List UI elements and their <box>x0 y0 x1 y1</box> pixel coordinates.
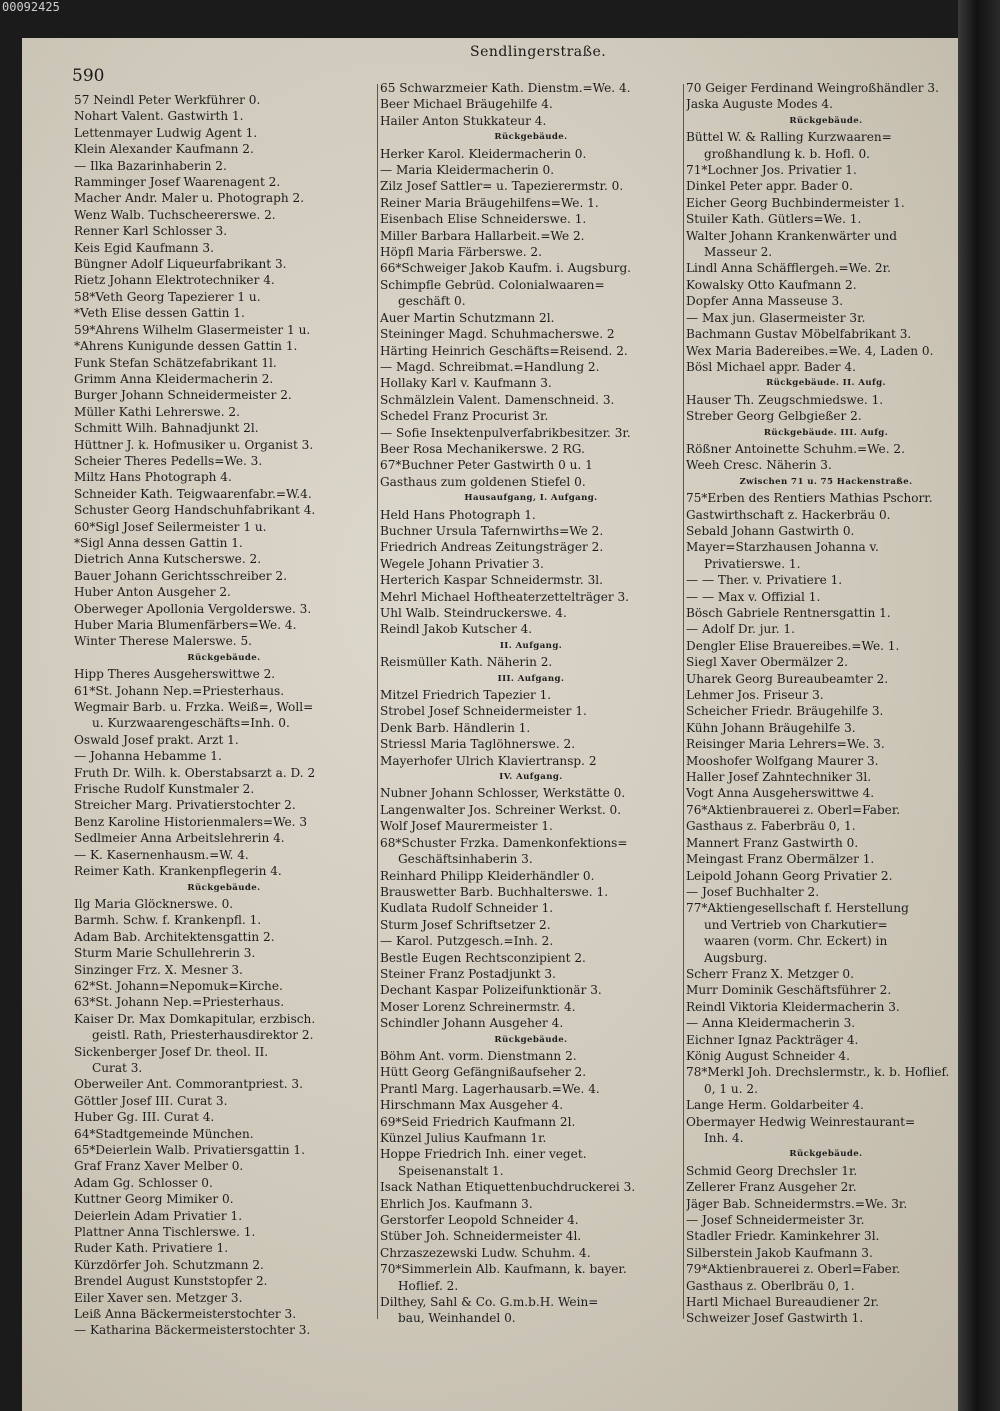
directory-entry: Mayer=Starzhausen Johanna v. <box>686 540 879 555</box>
directory-entry: Kudlata Rudolf Schneider 1. <box>380 901 554 916</box>
section-heading: Rückgebäude. II. Aufg. <box>766 378 886 389</box>
directory-entry: Bachmann Gustav Möbelfabrikant 3. <box>686 327 912 342</box>
section-heading: Rückgebäude. <box>187 882 261 893</box>
directory-entry: Murr Dominik Geschäftsführer 2. <box>686 983 892 998</box>
directory-entry: Dechant Kaspar Polizeifunktionär 3. <box>380 983 602 998</box>
directory-entry-continuation: waaren (vorm. Chr. Eckert) in <box>704 934 888 949</box>
directory-entry: Reindl Jakob Kutscher 4. <box>380 622 533 637</box>
directory-entry: Macher Andr. Maler u. Photograph 2. <box>74 191 305 206</box>
directory-entry: Müller Kathi Lehrerswe. 2. <box>74 404 240 419</box>
directory-entry: 70*Simmerlein Alb. Kaufmann, k. bayer. <box>380 1262 627 1277</box>
directory-entry: 62*St. Johann=Nepomuk=Kirche. <box>74 978 283 993</box>
directory-entry: Dengler Elise Brauereibes.=We. 1. <box>686 638 900 653</box>
directory-entry: 61*St. Johann Nep.=Priesterhaus. <box>74 683 285 698</box>
directory-entry: 59*Ahrens Wilhelm Glasermeister 1 u. <box>74 322 311 337</box>
directory-entry: König August Schneider 4. <box>686 1048 850 1063</box>
directory-entry: Grimm Anna Kleidermacherin 2. <box>74 371 274 386</box>
directory-entry: Steininger Magd. Schuhmacherswe. 2 <box>380 327 615 342</box>
directory-entry: Langenwalter Jos. Schreiner Werkst. 0. <box>380 802 622 817</box>
directory-entry: Wegele Johann Privatier 3. <box>380 556 544 571</box>
directory-entry: Striessl Maria Taglöhnerswe. 2. <box>380 737 576 752</box>
directory-entry: Sinzinger Frz. X. Mesner 3. <box>74 962 243 977</box>
directory-entry: Gasthaus zum goldenen Stiefel 0. <box>380 474 586 489</box>
directory-entry: Adam Bab. Architektensgattin 2. <box>74 929 275 944</box>
directory-entry: Uhl Walb. Steindruckerswe. 4. <box>380 606 567 620</box>
directory-entry: Eisenbach Elise Schneiderswe. 1. <box>380 212 587 227</box>
directory-entry: 60*Sigl Josef Seilermeister 1 u. <box>74 519 267 534</box>
directory-entry: Chrzaszezewski Ludw. Schuhm. 4. <box>380 1245 591 1260</box>
directory-entry: Kaiser Dr. Max Domkapitular, erzbisch. <box>74 1011 316 1026</box>
directory-entry: Haller Josef Zahntechniker 3l. <box>686 770 872 785</box>
directory-entry: Adam Gg. Schlosser 0. <box>74 1175 213 1190</box>
directory-entry: Bestle Eugen Rechtsconzipient 2. <box>380 950 586 965</box>
directory-entry: 64*Stadtgemeinde München. <box>74 1126 254 1141</box>
directory-entry: Eiler Xaver sen. Metzger 3. <box>74 1290 243 1305</box>
directory-entry: 78*Merkl Joh. Drechslermstr., k. b. Hoflief. <box>686 1065 950 1080</box>
directory-entry: — Josef Buchhalter 2. <box>686 884 820 899</box>
section-heading: Rückgebäude. <box>494 1034 568 1045</box>
page-number: 590 <box>72 66 105 86</box>
directory-entry: Höpfl Maria Färberswe. 2. <box>380 245 542 260</box>
directory-entry: Sturm Josef Schriftsetzer 2. <box>380 917 551 932</box>
directory-entry: Mannert Franz Gastwirth 0. <box>686 835 859 850</box>
directory-entry: — Johanna Hebamme 1. <box>74 749 222 764</box>
directory-entry: Reisinger Maria Lehrers=We. 3. <box>686 737 885 752</box>
directory-entry: 66*Schweiger Jakob Kaufm. i. Augsburg. <box>380 261 632 276</box>
directory-entry: Nohart Valent. Gastwirth 1. <box>74 109 244 124</box>
directory-entry: Dietrich Anna Kutscherswe. 2. <box>74 552 262 567</box>
directory-entry: Siegl Xaver Obermälzer 2. <box>686 655 849 670</box>
section-heading: II. Aufgang. <box>499 640 563 651</box>
directory-entry: Beer Rosa Mechanikerswe. 2 RG. <box>380 441 585 456</box>
directory-entry: Reinhard Philipp Kleiderhändler 0. <box>380 868 595 883</box>
directory-entry: Reimer Kath. Krankenpflegerin 4. <box>74 864 282 879</box>
directory-entry: 58*Veth Georg Tapezierer 1 u. <box>74 289 261 304</box>
directory-entry: Weeh Cresc. Näherin 3. <box>686 458 832 473</box>
directory-entry: 57 Neindl Peter Werkführer 0. <box>74 93 261 107</box>
directory-entry: Gerstorfer Leopold Schneider 4. <box>380 1213 579 1228</box>
directory-entry: Denk Barb. Händlerin 1. <box>380 720 531 735</box>
running-head: Sendlingerstraße. <box>470 44 607 60</box>
directory-entry-continuation: u. Kurzwaarengeschäfts=Inh. 0. <box>92 716 290 731</box>
section-heading: Rückgebäude. <box>187 652 261 663</box>
directory-entry: 75*Erben des Rentiers Mathias Pschorr. <box>686 491 933 506</box>
directory-entry: Winter Therese Malerswe. 5. <box>74 634 253 649</box>
directory-entry: 70 Geiger Ferdinand Weingroßhändler 3. <box>686 81 939 95</box>
directory-entry: Ilg Maria Glöcknerswe. 0. <box>74 896 234 911</box>
directory-entry: — Sofie Insektenpulverfabrikbesitzer. 3r. <box>380 425 631 440</box>
directory-entry: Schmitt Wilh. Bahnadjunkt 2l. <box>74 421 259 436</box>
directory-entry: Walter Johann Krankenwärter und <box>686 228 898 243</box>
directory-entry: Steiner Franz Postadjunkt 3. <box>380 966 556 981</box>
directory-entry: Ruder Kath. Privatiere 1. <box>74 1241 229 1256</box>
directory-column-right <box>686 80 966 1327</box>
directory-entry: 76*Aktienbrauerei z. Oberl=Faber. <box>686 802 901 817</box>
directory-entry: Oberweiler Ant. Commorantpriest. 3. <box>74 1077 303 1092</box>
directory-entry: Schedel Franz Procurist 3r. <box>380 409 549 424</box>
directory-column-middle <box>380 80 682 1327</box>
directory-entry: Bauer Johann Gerichtsschreiber 2. <box>74 568 287 583</box>
directory-entry: Büttel W. & Ralling Kurzwaaren= <box>686 130 892 145</box>
directory-entry: Leiß Anna Bäckermeisterstochter 3. <box>74 1307 297 1322</box>
directory-entry-continuation: Augsburg. <box>704 950 768 965</box>
directory-entry: Graf Franz Xaver Melber 0. <box>74 1159 244 1174</box>
directory-entry: — Magd. Schreibmat.=Handlung 2. <box>380 359 600 374</box>
directory-entry: Wolf Josef Maurermeister 1. <box>380 819 553 834</box>
directory-entry: Rößner Antoinette Schuhm.=We. 2. <box>686 441 905 456</box>
directory-entry: Kühn Johann Bräugehilfe 3. <box>686 720 856 735</box>
section-heading: Zwischen 71 u. 75 Hackenstraße. <box>739 476 913 487</box>
directory-entry: Hauser Th. Zeugschmiedswe. 1. <box>686 392 884 407</box>
directory-entry: Friedrich Andreas Zeitungsträger 2. <box>380 540 604 555</box>
directory-entry-continuation: geistl. Rath, Priesterhausdirektor 2. <box>92 1028 314 1043</box>
directory-entry: Uharek Georg Bureaubeamter 2. <box>686 671 889 686</box>
directory-entry-continuation: bau, Weinhandel 0. <box>398 1311 516 1326</box>
directory-entry-continuation: Speisenanstalt 1. <box>398 1163 504 1178</box>
directory-entry: Nubner Johann Schlosser, Werkstätte 0. <box>380 786 626 801</box>
directory-entry: Miltz Hans Photograph 4. <box>74 470 232 485</box>
directory-entry: Gasthaus z. Faberbräu 0, 1. <box>686 819 856 834</box>
directory-entry: — — Ther. v. Privatiere 1. <box>686 573 843 588</box>
directory-entry: Schmälzlein Valent. Damenschneid. 3. <box>380 392 615 407</box>
directory-entry: — Josef Schneidermeister 3r. <box>686 1213 865 1228</box>
directory-entry: 68*Schuster Frzka. Damenkonfektions= <box>380 835 628 850</box>
directory-entry: 77*Aktiengesellschaft f. Herstellung <box>686 901 909 916</box>
directory-entry: — Anna Kleidermacherin 3. <box>686 1016 856 1031</box>
directory-entry: Mehrl Michael Hoftheaterzettelträger 3. <box>380 589 630 604</box>
directory-entry: Reiner Maria Bräugehilfens=We. 1. <box>380 195 599 210</box>
directory-entry-continuation: Privatierswe. 1. <box>704 556 801 571</box>
directory-entry-continuation: Inh. 4. <box>704 1131 744 1145</box>
directory-entry: Auer Martin Schutzmann 2l. <box>380 310 555 325</box>
directory-entry: Zilz Josef Sattler= u. Tapezierermstr. 0. <box>380 179 624 194</box>
directory-entry-continuation: großhandlung k. b. Hofl. 0. <box>704 146 871 161</box>
directory-entry: Mayerhofer Ulrich Klaviertransp. 2 <box>380 753 597 768</box>
directory-entry: Jaska Auguste Modes 4. <box>686 97 833 112</box>
directory-entry: Bösl Michael appr. Bader 4. <box>686 359 856 374</box>
directory-entry: — Adolf Dr. jur. 1. <box>686 622 795 637</box>
directory-entry: Jäger Bab. Schneidermstrs.=We. 3r. <box>686 1196 908 1211</box>
directory-entry: Lange Herm. Goldarbeiter 4. <box>686 1098 864 1113</box>
directory-entry: *Veth Elise dessen Gattin 1. <box>74 306 245 321</box>
directory-entry: Schuster Georg Handschuhfabrikant 4. <box>74 503 316 518</box>
directory-entry: Oberweger Apollonia Vergolderswe. 3. <box>74 601 312 616</box>
directory-entry: — Karol. Putzgesch.=Inh. 2. <box>380 934 554 949</box>
directory-entry: Vogt Anna Ausgeherswittwe 4. <box>686 786 875 801</box>
directory-entry: Keis Egid Kaufmann 3. <box>74 240 214 255</box>
directory-entry: Ramminger Josef Waarenagent 2. <box>74 175 281 190</box>
directory-entry: Eichner Ignaz Packträger 4. <box>686 1032 859 1047</box>
directory-entry: Dinkel Peter appr. Bader 0. <box>686 179 853 194</box>
directory-entry: Rietz Johann Elektrotechniker 4. <box>74 273 275 288</box>
directory-entry: Kürzdörfer Joh. Schutzmann 2. <box>74 1257 264 1272</box>
directory-entry: 65*Deierlein Walb. Privatiersgattin 1. <box>74 1143 305 1157</box>
directory-entry-continuation: 0, 1 u. 2. <box>704 1081 758 1096</box>
directory-entry: Sickenberger Josef Dr. theol. II. <box>74 1044 269 1059</box>
directory-entry: Scheicher Friedr. Bräugehilfe 3. <box>686 704 884 719</box>
directory-entry: Stüber Joh. Schneidermeister 4l. <box>380 1229 582 1244</box>
directory-entry: — Maria Kleidermacherin 0. <box>380 163 555 178</box>
directory-entry: Isack Nathan Etiquettenbuchdruckerei 3. <box>380 1180 636 1195</box>
directory-entry-continuation: Hoflief. 2. <box>398 1278 459 1293</box>
directory-entry: Reismüller Kath. Näherin 2. <box>380 655 553 670</box>
directory-entry: Ehrlich Jos. Kaufmann 3. <box>380 1196 533 1211</box>
directory-entry: Leipold Johann Georg Privatier 2. <box>686 868 893 883</box>
directory-entry: Hoppe Friedrich Inh. einer veget. <box>380 1147 587 1162</box>
directory-entry: Streber Georg Gelbgießer 2. <box>686 409 862 424</box>
directory-entry: Kowalsky Otto Kaufmann 2. <box>686 277 857 292</box>
directory-entry: Hollaky Karl v. Kaufmann 3. <box>380 376 552 391</box>
directory-entry: Burger Johann Schneidermeister 2. <box>74 388 292 403</box>
directory-entry: Dopfer Anna Masseuse 3. <box>686 294 844 309</box>
column-divider <box>377 84 378 1319</box>
directory-entry: Klein Alexander Kaufmann 2. <box>74 142 254 157</box>
directory-entry: Lettenmayer Ludwig Agent 1. <box>74 125 258 140</box>
directory-entry: Stadler Friedr. Kaminkehrer 3l. <box>686 1229 880 1244</box>
directory-entry: Mooshofer Wolfgang Maurer 3. <box>686 753 879 768</box>
directory-entry: Held Hans Photograph 1. <box>380 507 536 522</box>
directory-entry: Schimpfle Gebrüd. Colonialwaaren= <box>380 277 605 292</box>
directory-entry: Zellerer Franz Ausgeher 2r. <box>686 1180 857 1195</box>
directory-entry: Strobel Josef Schneidermeister 1. <box>380 704 587 719</box>
section-heading: III. Aufgang. <box>497 673 565 684</box>
directory-entry: Benz Karoline Historienmalers=We. 3 <box>74 814 308 829</box>
directory-entry: Wex Maria Badereibes.=We. 4, Laden 0. <box>686 343 934 358</box>
directory-entry: *Ahrens Kunigunde dessen Gattin 1. <box>74 339 298 354</box>
directory-entry: Sturm Marie Schullehrerin 3. <box>74 946 256 961</box>
directory-entry: Schneider Kath. Teigwaarenfabr.=W.4. <box>74 486 312 501</box>
directory-entry: 71*Lochner Jos. Privatier 1. <box>686 163 857 178</box>
section-heading: IV. Aufgang. <box>499 772 563 783</box>
directory-entry: Buchner Ursula Tafernwirths=We 2. <box>380 523 604 538</box>
directory-entry: Büngner Adolf Liqueurfabrikant 3. <box>74 257 287 272</box>
directory-entry-continuation: Masseur 2. <box>704 245 773 260</box>
directory-entry: Künzel Julius Kaufmann 1r. <box>380 1131 547 1145</box>
section-heading: Rückgebäude. III. Aufg. <box>763 427 889 438</box>
directory-entry: Kuttner Georg Mimiker 0. <box>74 1192 234 1207</box>
directory-entry: Huber Gg. III. Curat 4. <box>74 1110 215 1125</box>
section-heading: Rückgebäude. <box>494 132 568 143</box>
directory-entry: Frische Rudolf Kunstmaler 2. <box>74 782 255 797</box>
directory-entry: Hirschmann Max Ausgeher 4. <box>380 1098 564 1113</box>
directory-entry: 63*St. Johann Nep.=Priesterhaus. <box>74 995 285 1010</box>
directory-entry: 65 Schwarzmeier Kath. Dienstm.=We. 4. <box>380 81 631 95</box>
directory-entry: Härting Heinrich Geschäfts=Reisend. 2. <box>380 343 628 358</box>
section-heading: Rückgebäude. <box>789 115 863 126</box>
directory-entry: Silberstein Jakob Kaufmann 3. <box>686 1245 873 1260</box>
directory-entry: Bösch Gabriele Rentnersgattin 1. <box>686 606 891 620</box>
directory-entry: Hailer Anton Stukkateur 4. <box>380 113 547 128</box>
section-heading: Hausaufgang, I. Aufgang. <box>464 493 598 504</box>
directory-entry: Sedlmeier Anna Arbeitslehrerin 4. <box>74 831 285 846</box>
directory-entry: Huber Anton Ausgeher 2. <box>74 585 231 600</box>
directory-entry: — Max jun. Glasermeister 3r. <box>686 310 866 325</box>
directory-entry: Hipp Theres Ausgeherswittwe 2. <box>74 667 276 682</box>
directory-entry: Hütt Georg Gefängnißaufseher 2. <box>380 1065 587 1080</box>
directory-entry: Mitzel Friedrich Tapezier 1. <box>380 688 552 703</box>
directory-entry: Wegmair Barb. u. Frzka. Weiß=, Woll= <box>74 700 314 715</box>
directory-entry: Lehmer Jos. Friseur 3. <box>686 688 824 703</box>
directory-entry: Gasthaus z. Oberlbräu 0, 1. <box>686 1278 855 1293</box>
directory-entry: Scherr Franz X. Metzger 0. <box>686 966 854 981</box>
directory-entry: Fruth Dr. Wilh. k. Oberstabsarzt a. D. 2 <box>74 765 316 780</box>
directory-entry: Brendel August Kunststopfer 2. <box>74 1274 268 1289</box>
directory-entry: Miller Barbara Hallarbeit.=We 2. <box>380 228 585 243</box>
directory-entry: Prantl Marg. Lagerhausarb.=We. 4. <box>380 1081 600 1096</box>
directory-entry: Reindl Viktoria Kleidermacherin 3. <box>686 999 900 1014</box>
directory-column-left <box>74 92 374 1339</box>
directory-entry: Oswald Josef prakt. Arzt 1. <box>74 732 239 747</box>
directory-entry: Plattner Anna Tischlerswe. 1. <box>74 1225 256 1240</box>
directory-entry: Herker Karol. Kleidermacherin 0. <box>380 146 587 161</box>
directory-entry: Streicher Marg. Privatierstochter 2. <box>74 798 296 813</box>
directory-entry: Beer Michael Bräugehilfe 4. <box>380 97 553 112</box>
directory-entry: — — Max v. Offizial 1. <box>686 589 821 604</box>
directory-entry: Gastwirthschaft z. Hackerbräu 0. <box>686 507 891 522</box>
directory-entry-continuation: geschäft 0. <box>398 294 466 309</box>
directory-entry: Obermayer Hedwig Weinrestaurant= <box>686 1114 916 1129</box>
directory-entry: Meingast Franz Obermälzer 1. <box>686 852 875 867</box>
directory-entry: — K. Kasernenhausm.=W. 4. <box>74 847 249 862</box>
directory-entry: Brauswetter Barb. Buchhalterswe. 1. <box>380 884 609 899</box>
directory-entry: Hüttner J. k. Hofmusiker u. Organist 3. <box>74 437 314 452</box>
directory-entry: Barmh. Schw. f. Krankenpfl. 1. <box>74 913 262 928</box>
directory-entry: Deierlein Adam Privatier 1. <box>74 1208 243 1223</box>
directory-entry: Herterich Kaspar Schneidermstr. 3l. <box>380 573 604 588</box>
directory-entry: Funk Stefan Schätzefabrikant 1l. <box>74 355 277 370</box>
directory-entry: Dilthey, Sahl & Co. G.m.b.H. Wein= <box>380 1295 599 1310</box>
directory-entry: Eicher Georg Buchbindermeister 1. <box>686 195 905 210</box>
directory-entry: 67*Buchner Peter Gastwirth 0 u. 1 <box>380 458 593 473</box>
directory-entry: Renner Karl Schlosser 3. <box>74 224 228 239</box>
directory-entry: 69*Seid Friedrich Kaufmann 2l. <box>380 1114 576 1129</box>
directory-entry: Wenz Walb. Tuchscheererswe. 2. <box>74 207 276 222</box>
column-divider <box>683 84 684 1319</box>
directory-entry: Sebald Johann Gastwirth 0. <box>686 523 855 538</box>
directory-entry: Schmid Georg Drechsler 1r. <box>686 1163 858 1178</box>
directory-entry: 79*Aktienbrauerei z. Oberl=Faber. <box>686 1262 901 1277</box>
directory-entry: Moser Lorenz Schreinermstr. 4. <box>380 999 576 1014</box>
directory-entry: — Katharina Bäckermeisterstochter 3. <box>74 1323 311 1338</box>
section-heading: Rückgebäude. <box>789 1149 863 1160</box>
directory-entry: Scheier Theres Pedells=We. 3. <box>74 453 263 468</box>
scan-id: 00092425 <box>2 0 60 14</box>
directory-entry: Göttler Josef III. Curat 3. <box>74 1093 228 1108</box>
directory-entry: Stuiler Kath. Gütlers=We. 1. <box>686 212 862 227</box>
directory-entry: Böhm Ant. vorm. Dienstmann 2. <box>380 1048 577 1063</box>
directory-entry: Hartl Michael Bureaudiener 2r. <box>686 1295 879 1310</box>
directory-entry-continuation: und Vertrieb von Charkutier= <box>704 917 888 932</box>
directory-entry: Huber Maria Blumenfärbers=We. 4. <box>74 618 297 632</box>
directory-entry: *Sigl Anna dessen Gattin 1. <box>74 535 243 550</box>
directory-entry-continuation: Geschäftsinhaberin 3. <box>398 852 533 867</box>
directory-entry-continuation: Curat 3. <box>92 1060 143 1075</box>
directory-entry: Schindler Johann Ausgeher 4. <box>380 1016 564 1031</box>
directory-entry: Schweizer Josef Gastwirth 1. <box>686 1311 864 1326</box>
directory-entry: Lindl Anna Schäfflergeh.=We. 2r. <box>686 261 891 276</box>
directory-entry: — Ilka Bazarinhaberin 2. <box>74 158 227 173</box>
